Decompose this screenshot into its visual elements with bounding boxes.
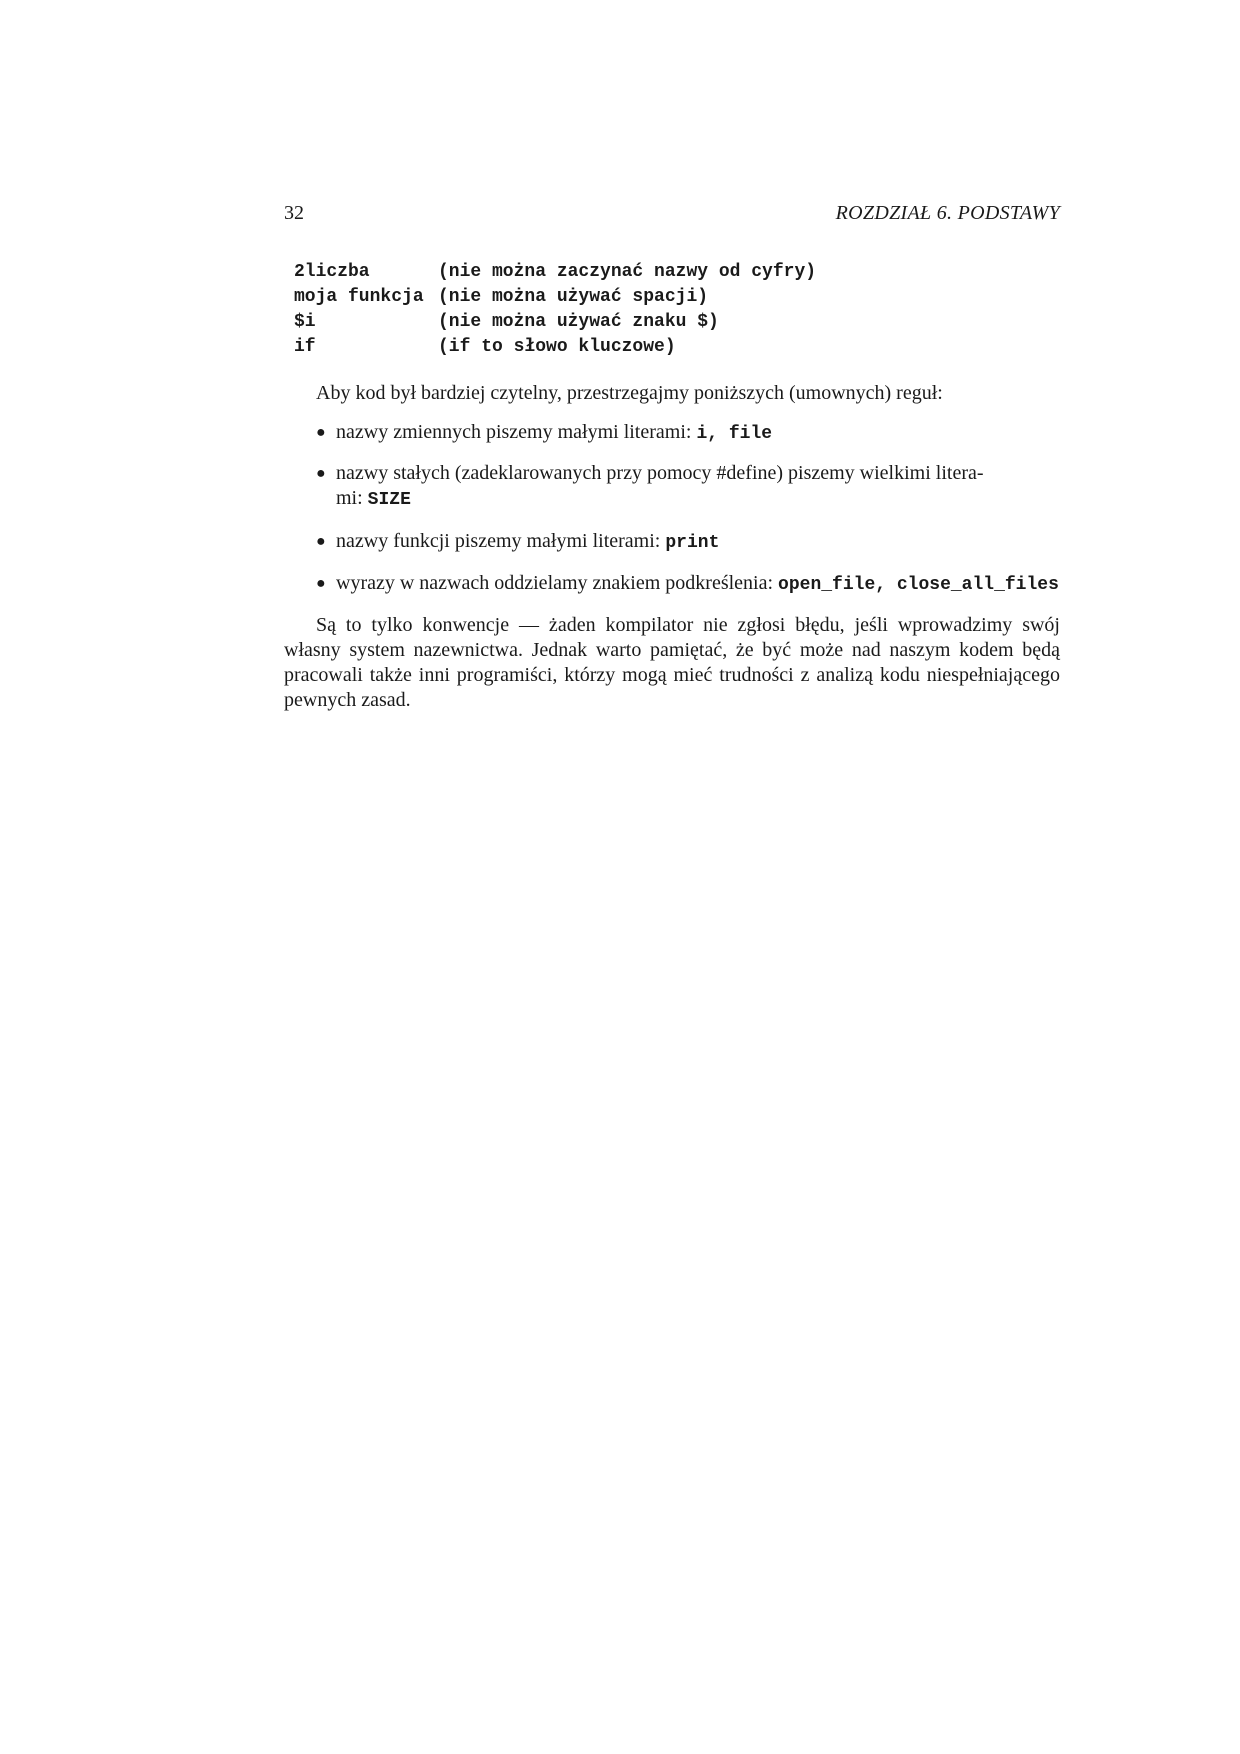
code-name: if bbox=[294, 337, 316, 357]
chapter-title: ROZDZIAŁ 6. PODSTAWY bbox=[835, 202, 1060, 224]
code-snippet: open_file, close_all_files bbox=[778, 575, 1059, 595]
page-header bbox=[284, 200, 1060, 234]
code-reason: (if to słowo kluczowe) bbox=[438, 337, 676, 357]
code-reason: (nie można zaczynać nazwy od cyfry) bbox=[438, 262, 817, 282]
intro-paragraph: Aby kod był bardziej czytelny, przestrzegajmy poniższych (umownych) reguł: bbox=[316, 382, 943, 404]
code-snippet: i, file bbox=[696, 424, 773, 444]
page-number: 32 bbox=[284, 202, 304, 224]
code-row bbox=[294, 310, 816, 335]
bullet-icon: ● bbox=[316, 465, 326, 482]
rule-text: wyrazy w nazwach oddzielamy znakiem podkreślenia: open_file, close_all_files bbox=[336, 572, 1059, 595]
rule-text: nazwy stałych (zadeklarowanych przy pomocy #define) piszemy wielkimi litera- mi: SIZE bbox=[336, 462, 984, 510]
code-reason: (nie można używać znaku $) bbox=[438, 312, 719, 332]
code-name: 2liczba bbox=[294, 262, 370, 282]
code-snippet: print bbox=[665, 533, 720, 553]
code-name: moja funkcja bbox=[294, 287, 424, 307]
code-row bbox=[294, 335, 816, 360]
code-row bbox=[294, 285, 816, 310]
rule-text: nazwy zmiennych piszemy małymi literami: i, file bbox=[336, 421, 773, 444]
code-row bbox=[294, 260, 816, 285]
rule-text: nazwy funkcji piszemy małymi literami: print bbox=[336, 530, 720, 553]
invalid-names-table bbox=[294, 260, 816, 360]
bullet-icon: ● bbox=[316, 533, 326, 550]
closing-paragraph: Są to tylko konwencje — żaden kompilator nie zgłosi błędu, jeśli wprowadzimy swój własny system nazewnictwa. Jednak warto pamiętać, że być może nad naszym kodem będą pracowali także inni programiści, którzy mogą mieć trudności z analizą kodu niespełniającego pewnych zasad. bbox=[284, 614, 1060, 711]
bullet-icon: ● bbox=[316, 424, 326, 441]
bullet-icon: ● bbox=[316, 575, 326, 592]
code-reason: (nie można używać spacji) bbox=[438, 287, 709, 307]
code-snippet: SIZE bbox=[367, 490, 411, 510]
code-name: $i bbox=[294, 312, 316, 332]
